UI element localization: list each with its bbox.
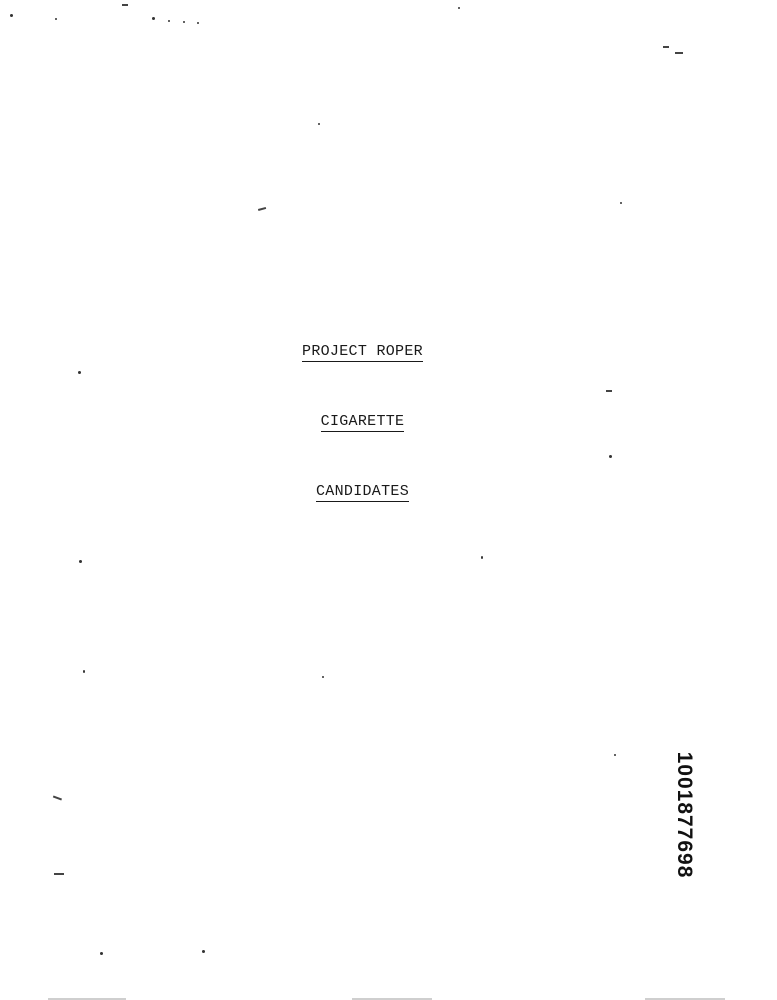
title-cigarette: CIGARETTE [320,413,405,430]
title-line-1 [0,343,725,362]
scan-speck [620,202,622,204]
scan-speck [55,18,57,20]
scan-speck [481,556,483,559]
scan-dash [258,207,266,211]
scan-dash [606,390,612,392]
scan-speck [79,560,82,563]
scan-dash [675,52,683,54]
title-line-2 [0,413,725,432]
title-candidates: CANDIDATES [315,483,409,500]
scan-speck [609,455,612,458]
scan-dash [54,873,64,875]
scan-dash [53,796,62,800]
bates-number: 1001877698 [673,751,696,879]
scan-speck [10,14,13,17]
scan-speck [168,20,170,22]
scan-speck [458,7,460,9]
scan-speck [183,21,185,23]
title-project-roper: PROJECT ROPER [302,343,423,360]
scan-speck [197,22,199,24]
scan-speck [100,952,103,955]
scan-speck [83,670,85,673]
scan-dash [663,46,669,48]
scan-speck [614,754,616,756]
scan-speck [318,123,320,125]
scan-dash [122,4,128,6]
scan-speck [152,17,155,20]
scan-speck [322,676,324,678]
scan-speck [78,371,81,374]
scan-speck [202,950,205,953]
title-line-3 [0,483,725,502]
